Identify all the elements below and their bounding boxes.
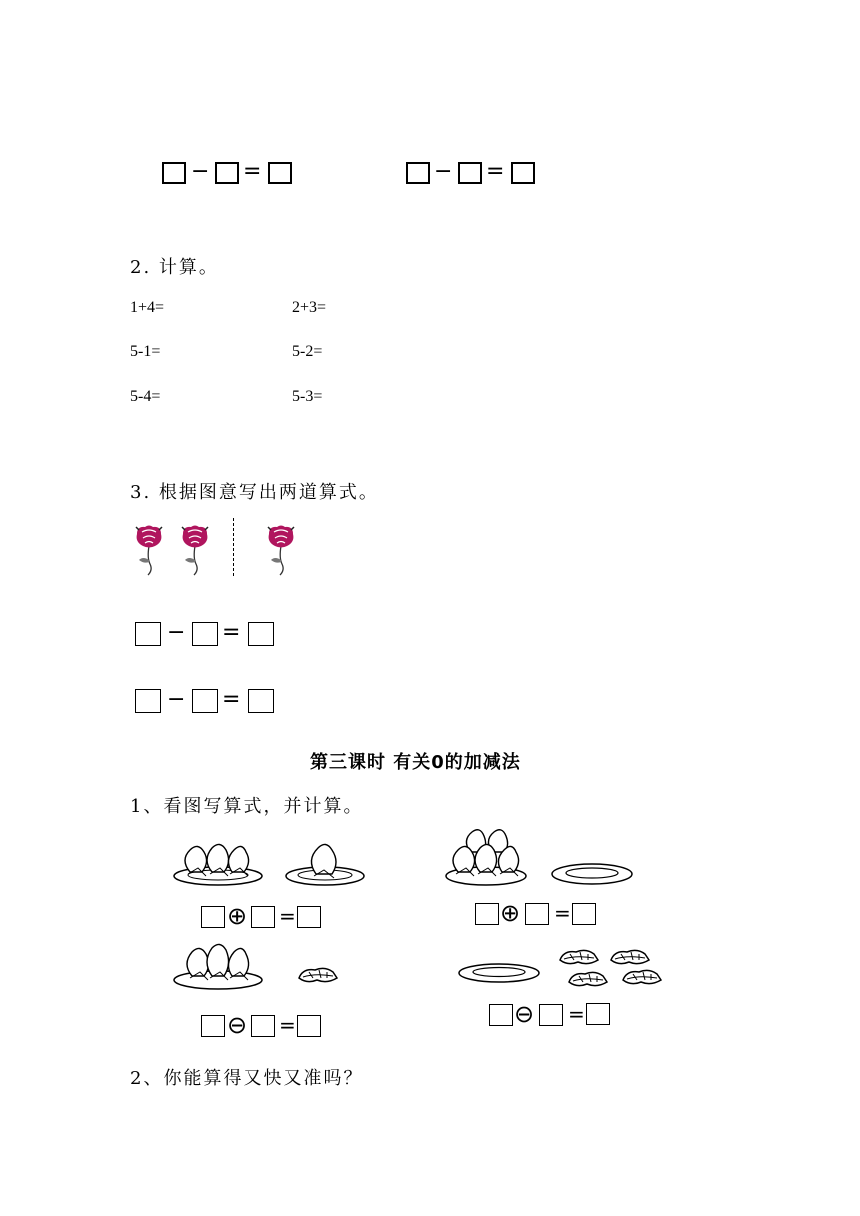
minus-circle-sign: ⊖ [514, 1000, 535, 1028]
plus-circle-sign: ⊕ [500, 899, 521, 927]
answer-box[interactable] [192, 622, 218, 646]
calc-item: 5-3= [292, 388, 323, 405]
answer-box[interactable] [248, 689, 274, 713]
answer-box[interactable] [458, 162, 482, 184]
empty-plate-icon [458, 962, 540, 984]
leaf-icon [620, 966, 664, 988]
answer-box[interactable] [297, 906, 321, 928]
calc-item: 2+3= [292, 299, 327, 316]
leaf-icon [557, 946, 601, 968]
dashed-divider [233, 518, 234, 576]
q3-heading: 3. 根据图意写出两道算式。 [130, 482, 379, 503]
answer-box[interactable] [572, 903, 596, 925]
answer-box[interactable] [475, 903, 499, 925]
minus-sign: − [191, 159, 210, 184]
rose-icon [265, 524, 297, 576]
plus-circle-sign: ⊕ [227, 902, 248, 930]
equals-sign: = [279, 1013, 296, 1037]
answer-box[interactable] [201, 1015, 225, 1037]
leaf-icon [608, 946, 652, 968]
calc-item: 5-2= [292, 343, 323, 360]
leaf-icon [566, 968, 610, 990]
answer-box[interactable] [201, 906, 225, 928]
equals-sign: = [222, 620, 241, 645]
equals-sign: = [568, 1002, 585, 1026]
answer-box[interactable] [251, 1015, 275, 1037]
answer-box[interactable] [135, 689, 161, 713]
peach-plate-icon [444, 826, 530, 888]
peach-plate-icon [172, 940, 264, 992]
calc-item: 5-1= [130, 343, 161, 360]
calc-item: 1+4= [130, 299, 165, 316]
answer-box[interactable] [586, 1003, 610, 1025]
lesson-item-1: 1、看图写算式，并计算。 [130, 796, 364, 817]
minus-sign: − [167, 620, 186, 645]
equals-sign: = [279, 904, 296, 928]
minus-circle-sign: ⊖ [227, 1011, 248, 1039]
leaf-icon [297, 964, 339, 986]
answer-box[interactable] [539, 1004, 563, 1026]
rose-icon [133, 524, 165, 576]
q2-heading: 2. 计算。 [130, 257, 219, 278]
answer-box[interactable] [525, 903, 549, 925]
minus-sign: − [434, 159, 453, 184]
equals-sign: = [554, 901, 571, 925]
answer-box[interactable] [297, 1015, 321, 1037]
peach-plate-icon [172, 838, 264, 888]
lesson-item-2: 2、你能算得又快又准吗？ [130, 1068, 364, 1089]
answer-box[interactable] [406, 162, 430, 184]
minus-sign: − [167, 687, 186, 712]
answer-box[interactable] [268, 162, 292, 184]
peach-plate-icon [284, 840, 366, 888]
answer-box[interactable] [251, 906, 275, 928]
rose-icon [179, 524, 211, 576]
lesson-title: 第三课时 有关0的加减法 [310, 752, 521, 773]
answer-box[interactable] [489, 1004, 513, 1026]
equals-sign: = [243, 159, 262, 184]
answer-box[interactable] [248, 622, 274, 646]
answer-box[interactable] [215, 162, 239, 184]
equals-sign: = [222, 687, 241, 712]
calc-item: 5-4= [130, 388, 161, 405]
equals-sign: = [486, 159, 505, 184]
answer-box[interactable] [135, 622, 161, 646]
empty-plate-icon [551, 862, 633, 886]
answer-box[interactable] [192, 689, 218, 713]
answer-box[interactable] [162, 162, 186, 184]
answer-box[interactable] [511, 162, 535, 184]
